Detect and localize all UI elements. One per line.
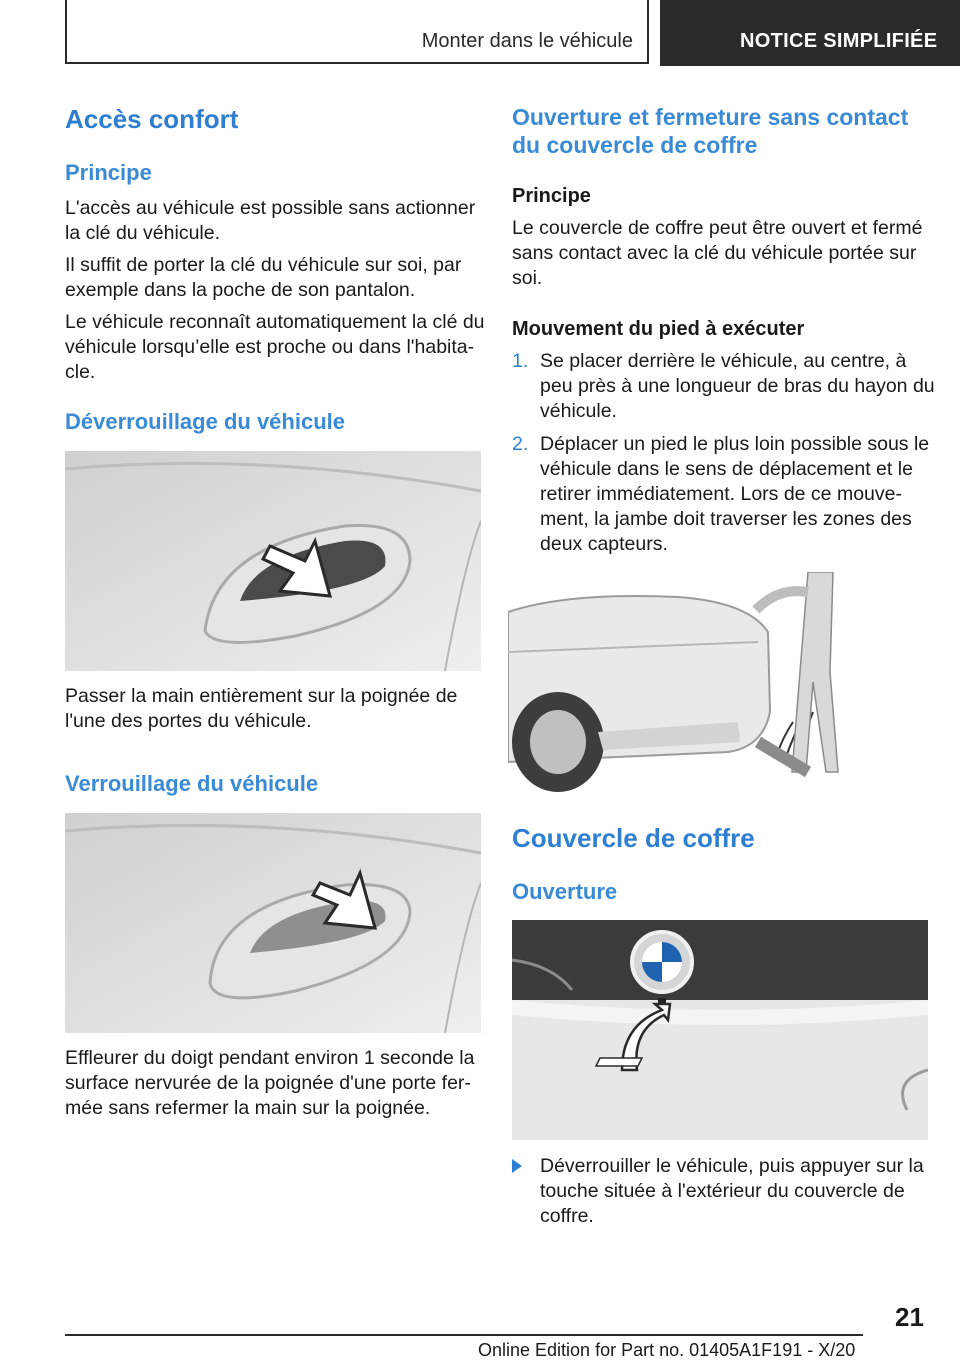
text-line: véhicule dans le sens de déplacement et le xyxy=(540,458,913,480)
text-line: Le véhicule reconnaît automatiquement la clé du xyxy=(65,311,485,333)
contactless-trunk-title-line-1: Ouverture et fermeture sans contact xyxy=(512,104,909,130)
header-badge-box xyxy=(660,0,960,66)
text-line: retirer immédiatement. Lors de ce mouve- xyxy=(540,483,902,505)
step-text xyxy=(540,349,935,424)
step-number: 2. xyxy=(512,433,529,455)
text-line: exemple dans la poche de son pantalon. xyxy=(65,279,416,301)
text-line: Il suffit de porter la clé du véhicule sur soi, par xyxy=(65,254,462,276)
text-line: Effleurer du doigt pendant environ 1 seconde la xyxy=(65,1047,475,1069)
bullet-text xyxy=(540,1154,930,1229)
text-line: Déverrouiller le véhicule, puis appuyer sur la xyxy=(540,1155,924,1177)
text-line: coffre. xyxy=(540,1205,594,1227)
principe-paragraph-1 xyxy=(65,196,481,246)
trunk-lid-title: Couvercle de coffre xyxy=(512,823,755,853)
foot-movement-heading: Mouvement du pied à exécuter xyxy=(512,318,805,340)
text-line: sans contact avec la clé du véhicule portée sur xyxy=(512,242,917,264)
door-handle-lock-illustration xyxy=(65,813,481,1033)
edition-footer: Online Edition for Part no. 01405A1F191 - X/20 xyxy=(478,1340,856,1360)
contactless-trunk-title-line-2: du couvercle de coffre xyxy=(512,132,758,158)
text-line: véhicule. xyxy=(540,400,617,422)
bullet-triangle-icon xyxy=(512,1159,522,1173)
section-title: Monter dans le véhicule xyxy=(421,30,633,52)
text-line: deux capteurs. xyxy=(540,533,668,555)
text-line: peu près à une longueur de bras du hayon du xyxy=(540,375,935,397)
text-line: la clé du véhicule. xyxy=(65,222,221,244)
text-line: mée sans refermer la main sur la poignée. xyxy=(65,1097,431,1119)
text-line: cle. xyxy=(65,361,96,383)
text-line: soi. xyxy=(512,267,543,289)
lock-instructions xyxy=(65,1046,481,1121)
comfort-access-title: Accès confort xyxy=(65,104,239,134)
manual-type-badge: NOTICE SIMPLIFIÉE xyxy=(740,30,938,52)
text-line: Déplacer un pied le plus loin possible sous le xyxy=(540,433,930,455)
lock-heading: Verrouillage du véhicule xyxy=(65,771,319,796)
opening-heading: Ouverture xyxy=(512,879,618,904)
principe-paragraph-2 xyxy=(65,253,481,303)
text-line: l'une des portes du véhicule. xyxy=(65,710,312,732)
text-line: Se placer derrière le véhicule, au centre, à xyxy=(540,350,907,372)
step-text xyxy=(540,432,930,557)
text-line: véhicule lorsqu’elle est proche ou dans l'habita- xyxy=(65,336,475,358)
step-number: 1. xyxy=(512,350,529,372)
contactless-principe-text xyxy=(512,216,928,291)
footer-divider xyxy=(65,1334,863,1336)
text-line: touche située à l'extérieur du couvercle de xyxy=(540,1180,905,1202)
header-section-box xyxy=(65,0,649,64)
principe-heading-right: Principe xyxy=(512,185,591,207)
text-line: Passer la main entièrement sur la poignée de xyxy=(65,685,458,707)
text-line: L'accès au véhicule est possible sans actionner xyxy=(65,197,476,219)
door-handle-unlock-illustration xyxy=(65,451,481,671)
principe-paragraph-3 xyxy=(65,310,485,385)
text-line: ment, la jambe doit traverser les zones des xyxy=(540,508,912,530)
text-line: surface nervurée de la poignée d'une porte fer- xyxy=(65,1072,471,1094)
page-number: 21 xyxy=(895,1302,924,1332)
unlock-heading: Déverrouillage du véhicule xyxy=(65,409,345,434)
text-line: Le couvercle de coffre peut être ouvert et fermé xyxy=(512,217,923,239)
unlock-instructions xyxy=(65,684,481,734)
principe-heading: Principe xyxy=(65,160,152,185)
trunk-button-illustration xyxy=(512,920,928,1140)
foot-gesture-car-illustration xyxy=(508,572,864,792)
